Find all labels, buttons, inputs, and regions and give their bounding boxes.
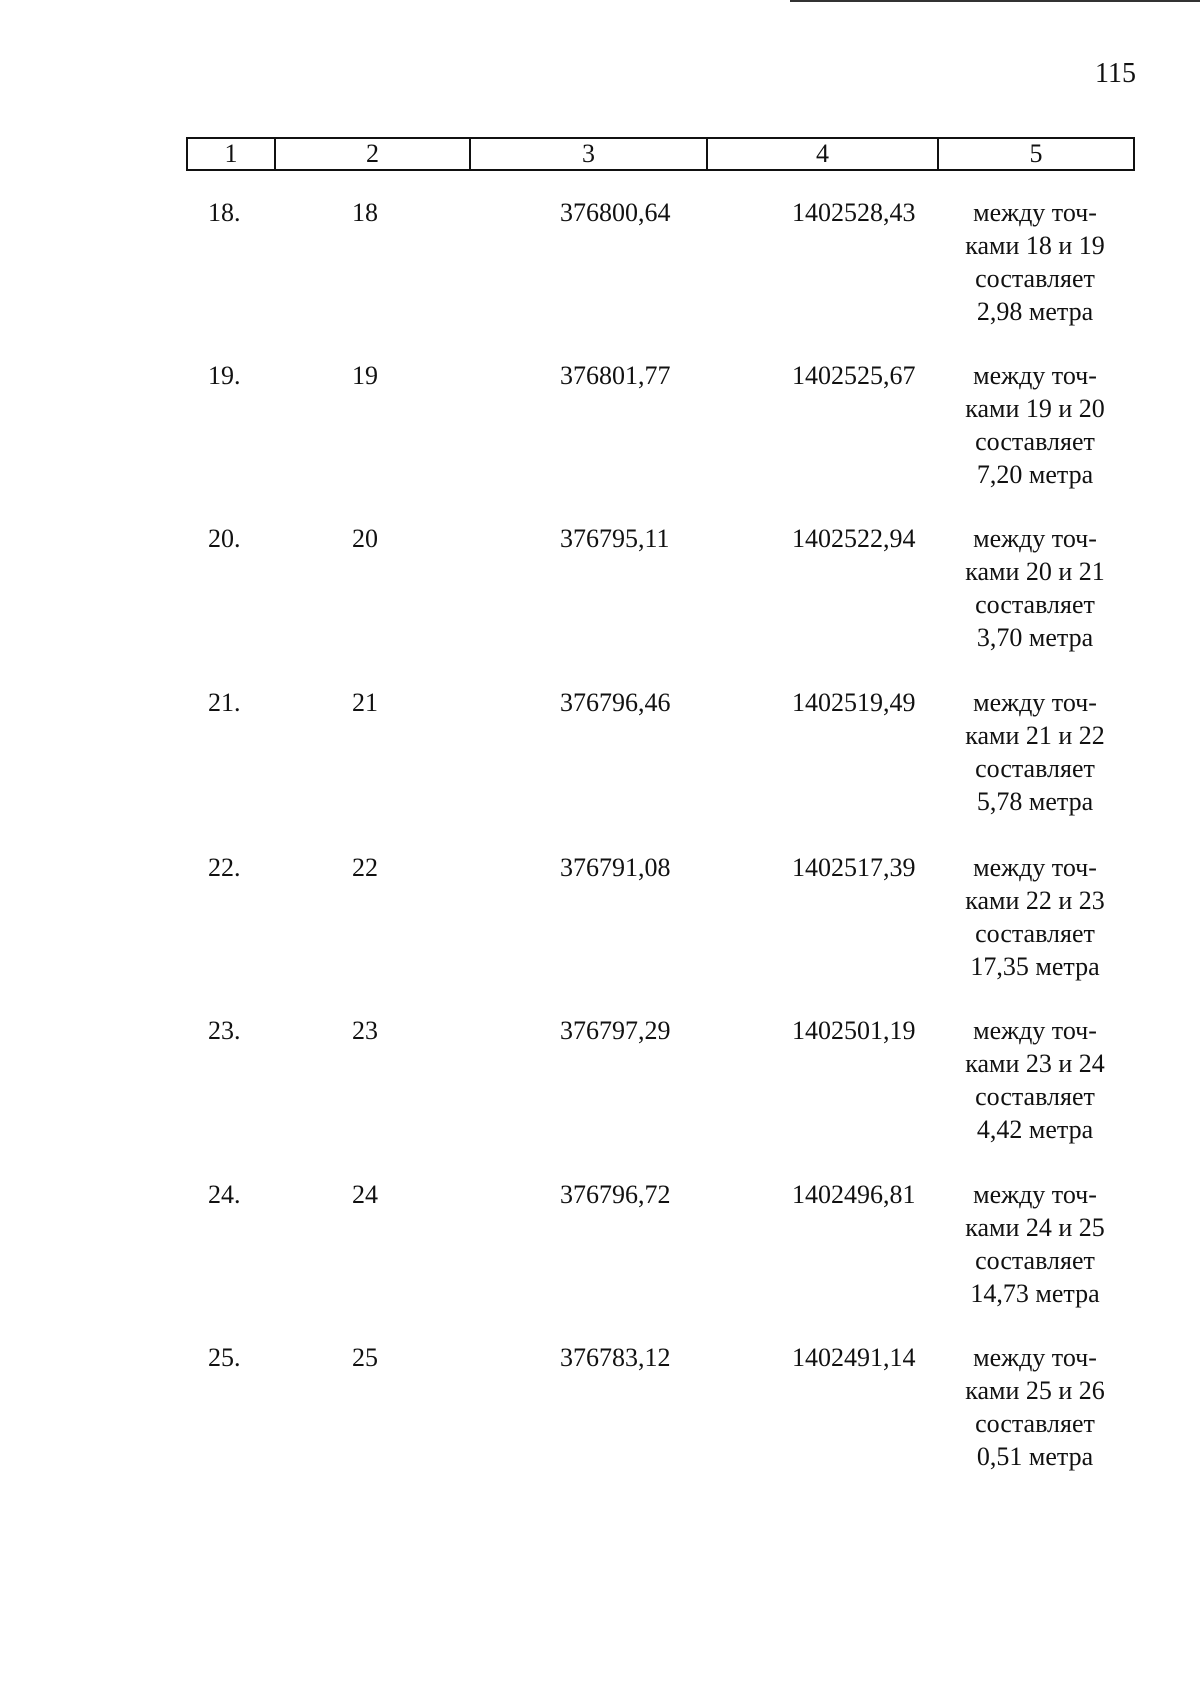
description-line: ками 21 и 22 <box>965 721 1105 750</box>
top-rule <box>790 0 1200 2</box>
y-coordinate: 1402496,81 <box>792 1180 916 1209</box>
description-line: ками 20 и 21 <box>965 557 1105 586</box>
description-line: ками 24 и 25 <box>965 1213 1105 1242</box>
x-coordinate: 376796,72 <box>560 1180 671 1209</box>
table-row <box>0 851 1200 1011</box>
row-number: 21. <box>208 688 241 717</box>
column-header: 4 <box>708 139 939 169</box>
column-header: 3 <box>471 139 708 169</box>
description-line: между точ- <box>973 1180 1097 1209</box>
table-row <box>0 196 1200 356</box>
table-row <box>0 522 1200 682</box>
point-number: 23 <box>352 1016 378 1045</box>
x-coordinate: 376795,11 <box>560 524 670 553</box>
point-number: 20 <box>352 524 378 553</box>
description-line: между точ- <box>973 361 1097 390</box>
y-coordinate: 1402528,43 <box>792 198 916 227</box>
description-line: составляет <box>975 427 1095 456</box>
description-line: ками 19 и 20 <box>965 394 1105 423</box>
distance-description <box>940 1014 1130 1146</box>
row-number: 20. <box>208 524 241 553</box>
x-coordinate: 376797,29 <box>560 1016 671 1045</box>
description-line: 7,20 метра <box>976 460 1094 489</box>
description-line: составляет <box>975 1246 1095 1275</box>
y-coordinate: 1402501,19 <box>792 1016 916 1045</box>
distance-description <box>940 851 1130 983</box>
distance-description <box>940 522 1130 654</box>
y-coordinate: 1402519,49 <box>792 688 916 717</box>
x-coordinate: 376791,08 <box>560 853 671 882</box>
distance-description <box>940 196 1130 328</box>
table-row <box>0 1014 1200 1174</box>
row-number: 23. <box>208 1016 241 1045</box>
column-header-row <box>186 137 1135 171</box>
description-line: ками 22 и 23 <box>965 886 1105 915</box>
distance-description <box>940 686 1130 818</box>
y-coordinate: 1402491,14 <box>792 1343 916 1372</box>
description-line: ками 25 и 26 <box>965 1376 1105 1405</box>
description-line: между точ- <box>973 198 1097 227</box>
table-row <box>0 686 1200 846</box>
description-line: составляет <box>975 1409 1095 1438</box>
table-row <box>0 359 1200 519</box>
x-coordinate: 376796,46 <box>560 688 671 717</box>
point-number: 25 <box>352 1343 378 1372</box>
column-header: 1 <box>188 139 276 169</box>
description-line: 2,98 метра <box>976 297 1094 326</box>
y-coordinate: 1402522,94 <box>792 524 916 553</box>
description-line: 14,73 метра <box>970 1279 1100 1308</box>
description-line: между точ- <box>973 1016 1097 1045</box>
distance-description <box>940 359 1130 491</box>
column-header: 5 <box>1029 139 1043 168</box>
description-line: составляет <box>975 919 1095 948</box>
distance-description <box>940 1341 1130 1473</box>
x-coordinate: 376800,64 <box>560 198 671 227</box>
description-line: между точ- <box>973 1343 1097 1372</box>
description-line: ками 23 и 24 <box>965 1049 1105 1078</box>
description-line: 3,70 метра <box>976 623 1094 652</box>
point-number: 22 <box>352 853 378 882</box>
point-number: 21 <box>352 688 378 717</box>
y-coordinate: 1402525,67 <box>792 361 916 390</box>
row-number: 18. <box>208 198 241 227</box>
description-line: 5,78 метра <box>976 787 1094 816</box>
description-line: ками 18 и 19 <box>965 231 1105 260</box>
table-row <box>0 1341 1200 1501</box>
description-line: 4,42 метра <box>976 1115 1094 1144</box>
description-line: составляет <box>975 264 1095 293</box>
page-number: 115 <box>1095 58 1136 89</box>
description-line: 0,51 метра <box>976 1442 1094 1471</box>
description-line: между точ- <box>973 688 1097 717</box>
row-number: 25. <box>208 1343 241 1372</box>
x-coordinate: 376783,12 <box>560 1343 671 1372</box>
description-line: составляет <box>975 754 1095 783</box>
row-number: 19. <box>208 361 241 390</box>
point-number: 18 <box>352 198 378 227</box>
description-line: 17,35 метра <box>970 952 1100 981</box>
y-coordinate: 1402517,39 <box>792 853 916 882</box>
row-number: 22. <box>208 853 241 882</box>
description-line: между точ- <box>973 524 1097 553</box>
point-number: 19 <box>352 361 378 390</box>
point-number: 24 <box>352 1180 378 1209</box>
description-line: составляет <box>975 1082 1095 1111</box>
description-line: между точ- <box>973 853 1097 882</box>
column-header: 2 <box>276 139 471 169</box>
distance-description <box>940 1178 1130 1310</box>
table-row <box>0 1178 1200 1338</box>
description-line: составляет <box>975 590 1095 619</box>
row-number: 24. <box>208 1180 241 1209</box>
x-coordinate: 376801,77 <box>560 361 671 390</box>
